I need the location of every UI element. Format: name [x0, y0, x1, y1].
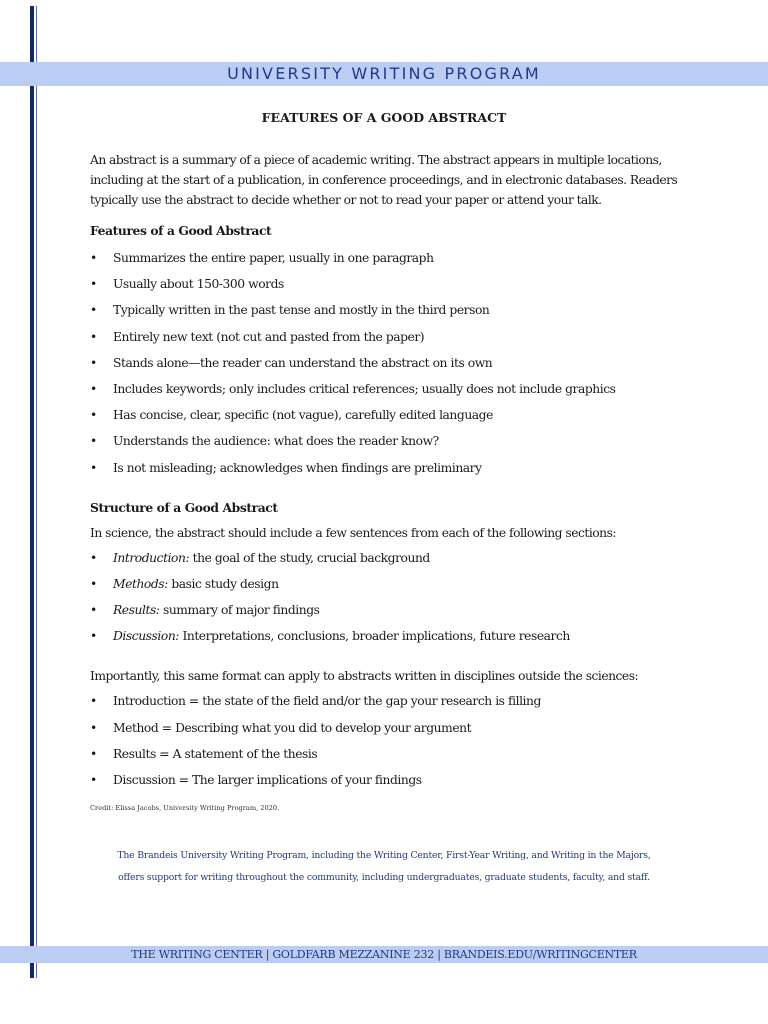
- list-item: • Usually about 150-300 words: [90, 274, 690, 300]
- science-sections-list: [90, 548, 690, 653]
- list-item: • Has concise, clear, specific (not vague), carefully edited language: [90, 405, 690, 431]
- structure-lead: In science, the abstract should include a few sentences from each of the following sections:: [90, 525, 617, 540]
- list-item: • Stands alone—the reader can understand the abstract on its own: [90, 353, 690, 379]
- section-term: Results:: [113, 603, 160, 618]
- list-item: [90, 574, 690, 600]
- document-title: FEATURES OF A GOOD ABSTRACT: [261, 110, 507, 125]
- structure-heading: Structure of a Good Abstract: [90, 499, 278, 515]
- list-item: • Discussion = The larger implications of your findings: [90, 770, 690, 796]
- list-item: • Includes keywords; only includes critical references; usually does not include graphics: [90, 379, 690, 405]
- list-item: • Results = A statement of the thesis: [90, 744, 690, 770]
- list-item: [90, 626, 690, 652]
- intro-paragraph: An abstract is a summary of a piece of academic writing. The abstract appears in multiple locations, including at the start of a publication, in conference proceedings, and in electronic databases. Readers typically use the abstract to decide whether or not to read your paper or attend your talk.: [90, 153, 678, 207]
- list-item: • Introduction = the state of the field and/or the gap your research is filling: [90, 691, 690, 717]
- section-term: Discussion:: [113, 629, 179, 644]
- document-body: [90, 109, 690, 889]
- list-item: • Typically written in the past tense and mostly in the third person: [90, 300, 690, 326]
- list-item: [90, 548, 690, 574]
- credit-line: Credit: Elissa Jacobs, University Writing Program, 2020.: [90, 804, 280, 813]
- mission-statement: [90, 845, 678, 889]
- list-item: • Method = Describing what you did to develop your argument: [90, 718, 690, 744]
- program-title: UNIVERSITY WRITING PROGRAM: [227, 64, 541, 83]
- disciplines-lead: Importantly, this same format can apply to abstracts written in disciplines outside the sciences:: [90, 669, 639, 684]
- mission-line: The Brandeis University Writing Program, including the Writing Center, First-Year Writing, and Writing in the Majors,: [117, 850, 651, 862]
- section-description: Interpretations, conclusions, broader implications, future research: [178, 629, 570, 644]
- footer-contact: THE WRITING CENTER | GOLDFARB MEZZANINE 232 | BRANDEIS.EDU/WRITINGCENTER: [131, 948, 637, 961]
- list-item: • Entirely new text (not cut and pasted from the paper): [90, 327, 690, 353]
- section-term: Methods:: [113, 576, 168, 591]
- section-description: basic study design: [167, 576, 279, 591]
- features-list: [90, 248, 690, 484]
- list-item: • Is not misleading; acknowledges when findings are preliminary: [90, 458, 690, 484]
- page-edge-rule: [30, 6, 34, 978]
- section-description: the goal of the study, crucial background: [189, 550, 430, 565]
- features-heading: Features of a Good Abstract: [90, 223, 272, 238]
- disciplines-list: [90, 691, 690, 796]
- mission-line: offers support for writing throughout the community, including undergraduates, graduate students, faculty, and staff.: [118, 872, 650, 884]
- section-term: Introduction:: [113, 550, 190, 565]
- list-item: [90, 600, 690, 626]
- section-description: summary of major findings: [159, 603, 320, 618]
- list-item: • Understands the audience: what does the reader know?: [90, 431, 690, 457]
- page-edge-rule-thin: [36, 6, 37, 978]
- list-item: • Summarizes the entire paper, usually in one paragraph: [90, 248, 690, 274]
